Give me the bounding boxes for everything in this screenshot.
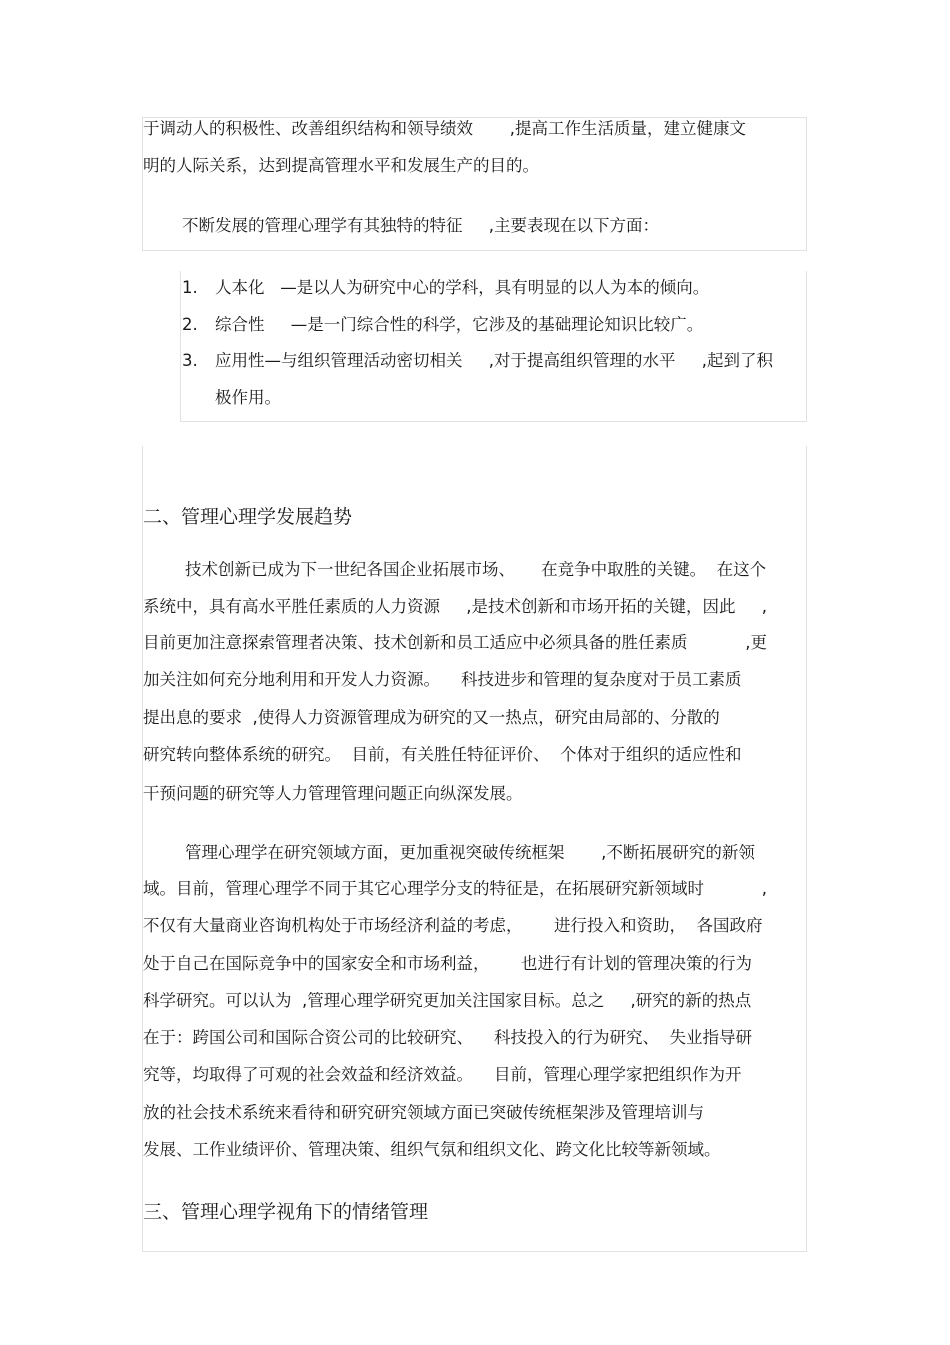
list-item-text: 人本化 —是以人为研究中心的学科，具有明显的以人为本的倾向。 (215, 278, 710, 297)
paragraph-line: 加关注如何充分地利用和开发人力资源。 科技进步和管理的复杂度对于员工素质 (143, 670, 742, 689)
list-item-text: 极作用。 (215, 388, 281, 407)
paragraph-line: 科学研究。可以认为 ,管理心理学研究更加关注国家目标。总之 ,研究的新的热点 (143, 991, 752, 1010)
paragraph-line: 研究转向整体系统的研究。 目前，有关胜任特征评价、 个体对于组织的适应性和 (143, 745, 742, 764)
section-heading: 三、管理心理学视角下的情绪管理 (143, 1201, 429, 1223)
paragraph-line: 技术创新已成为下一世纪各国企业拓展市场、 在竞争中取胜的关键。 在这个 (143, 560, 767, 579)
intro-lead: 不断发展的管理心理学有其独特的特征 ,主要表现在以下方面： (182, 216, 659, 235)
paragraph-line: 系统中，具有高水平胜任素质的人力资源 ,是技术创新和市场开拓的关键，因此 , (143, 597, 767, 616)
list-item-number: 1. (182, 278, 198, 297)
list-item-number: 2. (182, 315, 198, 334)
paragraph-line: 不仅有大量商业咨询机构处于市场经济利益的考虑， 进行投入和资助， 各国政府 (143, 916, 763, 935)
paragraph-line: 目前更加注意探索管理者决策、技术创新和员工适应中必须具备的胜任素质 ,更 (143, 633, 767, 652)
list-item-text: 应用性—与组织管理活动密切相关 ,对于提高组织管理的水平 ,起到了积 (215, 351, 773, 370)
paragraph-line: 发展、工作业绩评价、管理决策、组织气氛和组织文化、跨文化比较等新领域。 (143, 1140, 721, 1159)
paragraph-line: 处于自己在国际竞争中的国家安全和市场利益， 也进行有计划的管理决策的行为 (143, 954, 752, 973)
intro-line: 于调动人的积极性、改善组织结构和领导绩效 ,提高工作生活质量，建立健康文 (143, 119, 746, 138)
paragraph-line: 提出息的要求 ,使得人力资源管理成为研究的又一热点，研究由局部的、分散的 (143, 708, 720, 727)
list-item-text: 综合性 —是一门综合性的科学，它涉及的基础理论知识比较广。 (215, 315, 704, 334)
section-heading: 二、管理心理学发展趋势 (143, 506, 353, 528)
paragraph-line: 究等，均取得了可观的社会效益和经济效益。 目前，管理心理学家把组织作为开 (143, 1065, 742, 1084)
list-item-number: 3. (182, 351, 198, 370)
paragraph-line: 管理心理学在研究领域方面，更加重视突破传统框架 ,不断拓展研究的新领 (143, 843, 755, 862)
paragraph-line: 域。目前，管理心理学不同于其它心理学分支的特征是，在拓展研究新领域时 , (143, 879, 767, 898)
intro-line: 明的人际关系，达到提高管理水平和发展生产的目的。 (143, 156, 539, 175)
paragraph-line: 放的社会技术系统来看待和研究研究领域方面已突破传统框架涉及管理培训与 (143, 1103, 704, 1122)
paragraph-line: 干预问题的研究等人力管理管理问题正向纵深发展。 (143, 784, 523, 803)
paragraph-line: 在于：跨国公司和国际合资公司的比较研究、 科技投入的行为研究、 失业指导研 (143, 1028, 752, 1047)
